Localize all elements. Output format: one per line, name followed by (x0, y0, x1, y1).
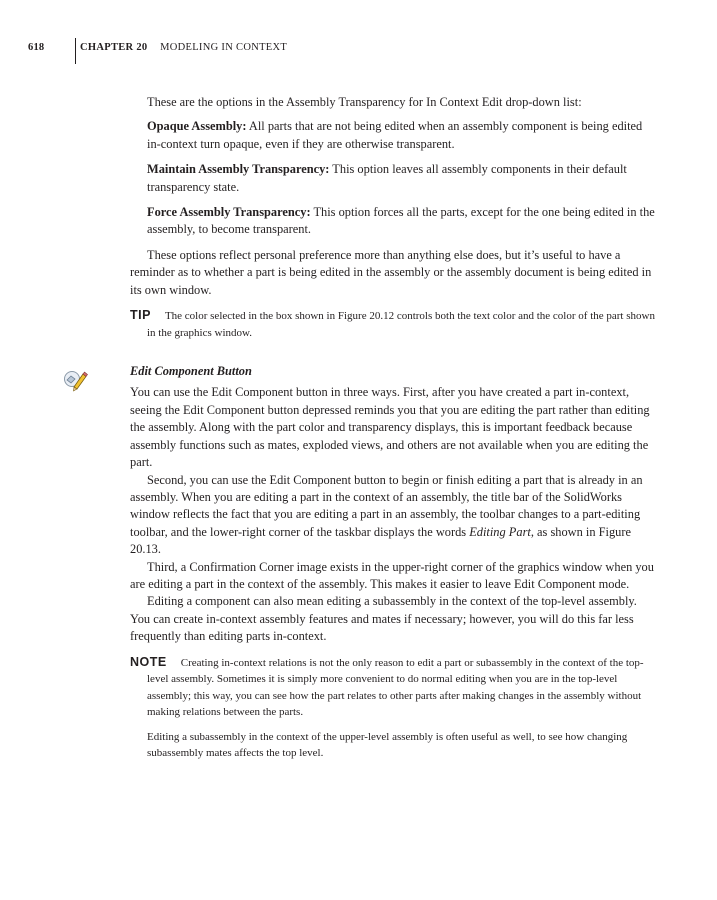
tip-callout (130, 307, 655, 341)
option-term: Force Assembly Transparency: (147, 205, 311, 220)
tip-label: TIP (130, 308, 151, 323)
option-description: This option forces all the parts, except for the one being edited in the assembly, to become transparent. (147, 205, 655, 237)
page-number: 618 (28, 42, 45, 53)
option-force-transparency (130, 204, 655, 239)
section-paragraph-2 (130, 472, 655, 559)
option-description: This option leaves all assembly components in their default transparency state. (147, 162, 627, 194)
section-heading: Edit Component Button (130, 364, 252, 379)
page-body (130, 94, 655, 768)
option-opaque-assembly (130, 118, 655, 153)
running-head (80, 42, 287, 53)
chapter-number: CHAPTER 20 (80, 42, 148, 53)
section-paragraph-4: Editing a component can also mean editing a subassembly in the context of the top-level assembly. You can create in-context assembly features and mates if necessary; however, you will do this far less frequently than editing parts in-context. (130, 594, 637, 644)
option-term: Maintain Assembly Transparency: (147, 162, 330, 177)
note-label: NOTE (130, 654, 167, 669)
note-text: Creating in-context relations is not the only reason to edit a part or subassembly in the context of the top-level assembly. Sometimes it is simply more convenient to do normal editing when you are in the top-level assembly; this way, you can see how the part relates to other parts after making changes in the assembly without making relations between the parts. (147, 656, 644, 719)
para2-text: Second, you can use the Edit Component button to begin or finish editing a part that is already in an assembly. When you are editing a part in the context of an assembly, the title bar of the SolidWorks window reflects the fact that you are editing a part in an assembly, the toolbar changes to a part-editing toolbar, and the lower-right corner of the taskbar displays the words (130, 472, 643, 539)
preference-paragraph: These options reflect personal preference more than anything else does, but it’s useful to have a reminder as to whether a part is being edited in the assembly or the assembly document is being edited in its own window. (130, 247, 652, 297)
note-callout (130, 654, 655, 721)
para2-text-end: , as shown in Figure 20.13. (130, 524, 631, 557)
option-term: Opaque Assembly: (147, 119, 247, 134)
editing-part-term: Editing Part (469, 524, 531, 539)
header-divider (75, 38, 76, 64)
section-paragraph-1: You can use the Edit Component button in three ways. First, after you have created a part in-context, seeing the Edit Component button depressed reminds you that you are editing the part rather than editing the assembly. Along with the part color and transparency displays, this is important feedback because assembly functions such as mates, exploded views, and others are not available when you are editing the part. (130, 385, 650, 470)
section-paragraph-3: Third, a Confirmation Corner image exists in the upper-right corner of the graphics window when you are editing a part in the context of the assembly. This makes it easier to leave Edit Component mode. (130, 559, 654, 591)
option-maintain-transparency (130, 161, 655, 196)
note-extra-paragraph: Editing a subassembly in the context of the upper-level assembly is often useful as well, to see how changing subassembly mates affects the top level. (147, 730, 628, 760)
tip-text: The color selected in the box shown in Figure 20.12 controls both the text color and the color of the part shown in the graphics window. (147, 310, 655, 339)
option-description: All parts that are not being edited when an assembly component is being edited in-context turn opaque, even if they are otherwise transparent. (147, 119, 643, 151)
intro-paragraph: These are the options in the Assembly Transparency for In Context Edit drop-down list: (147, 95, 582, 109)
page-header (0, 38, 717, 66)
edit-component-icon (62, 368, 88, 394)
chapter-title: MODELING IN CONTEXT (160, 42, 288, 53)
